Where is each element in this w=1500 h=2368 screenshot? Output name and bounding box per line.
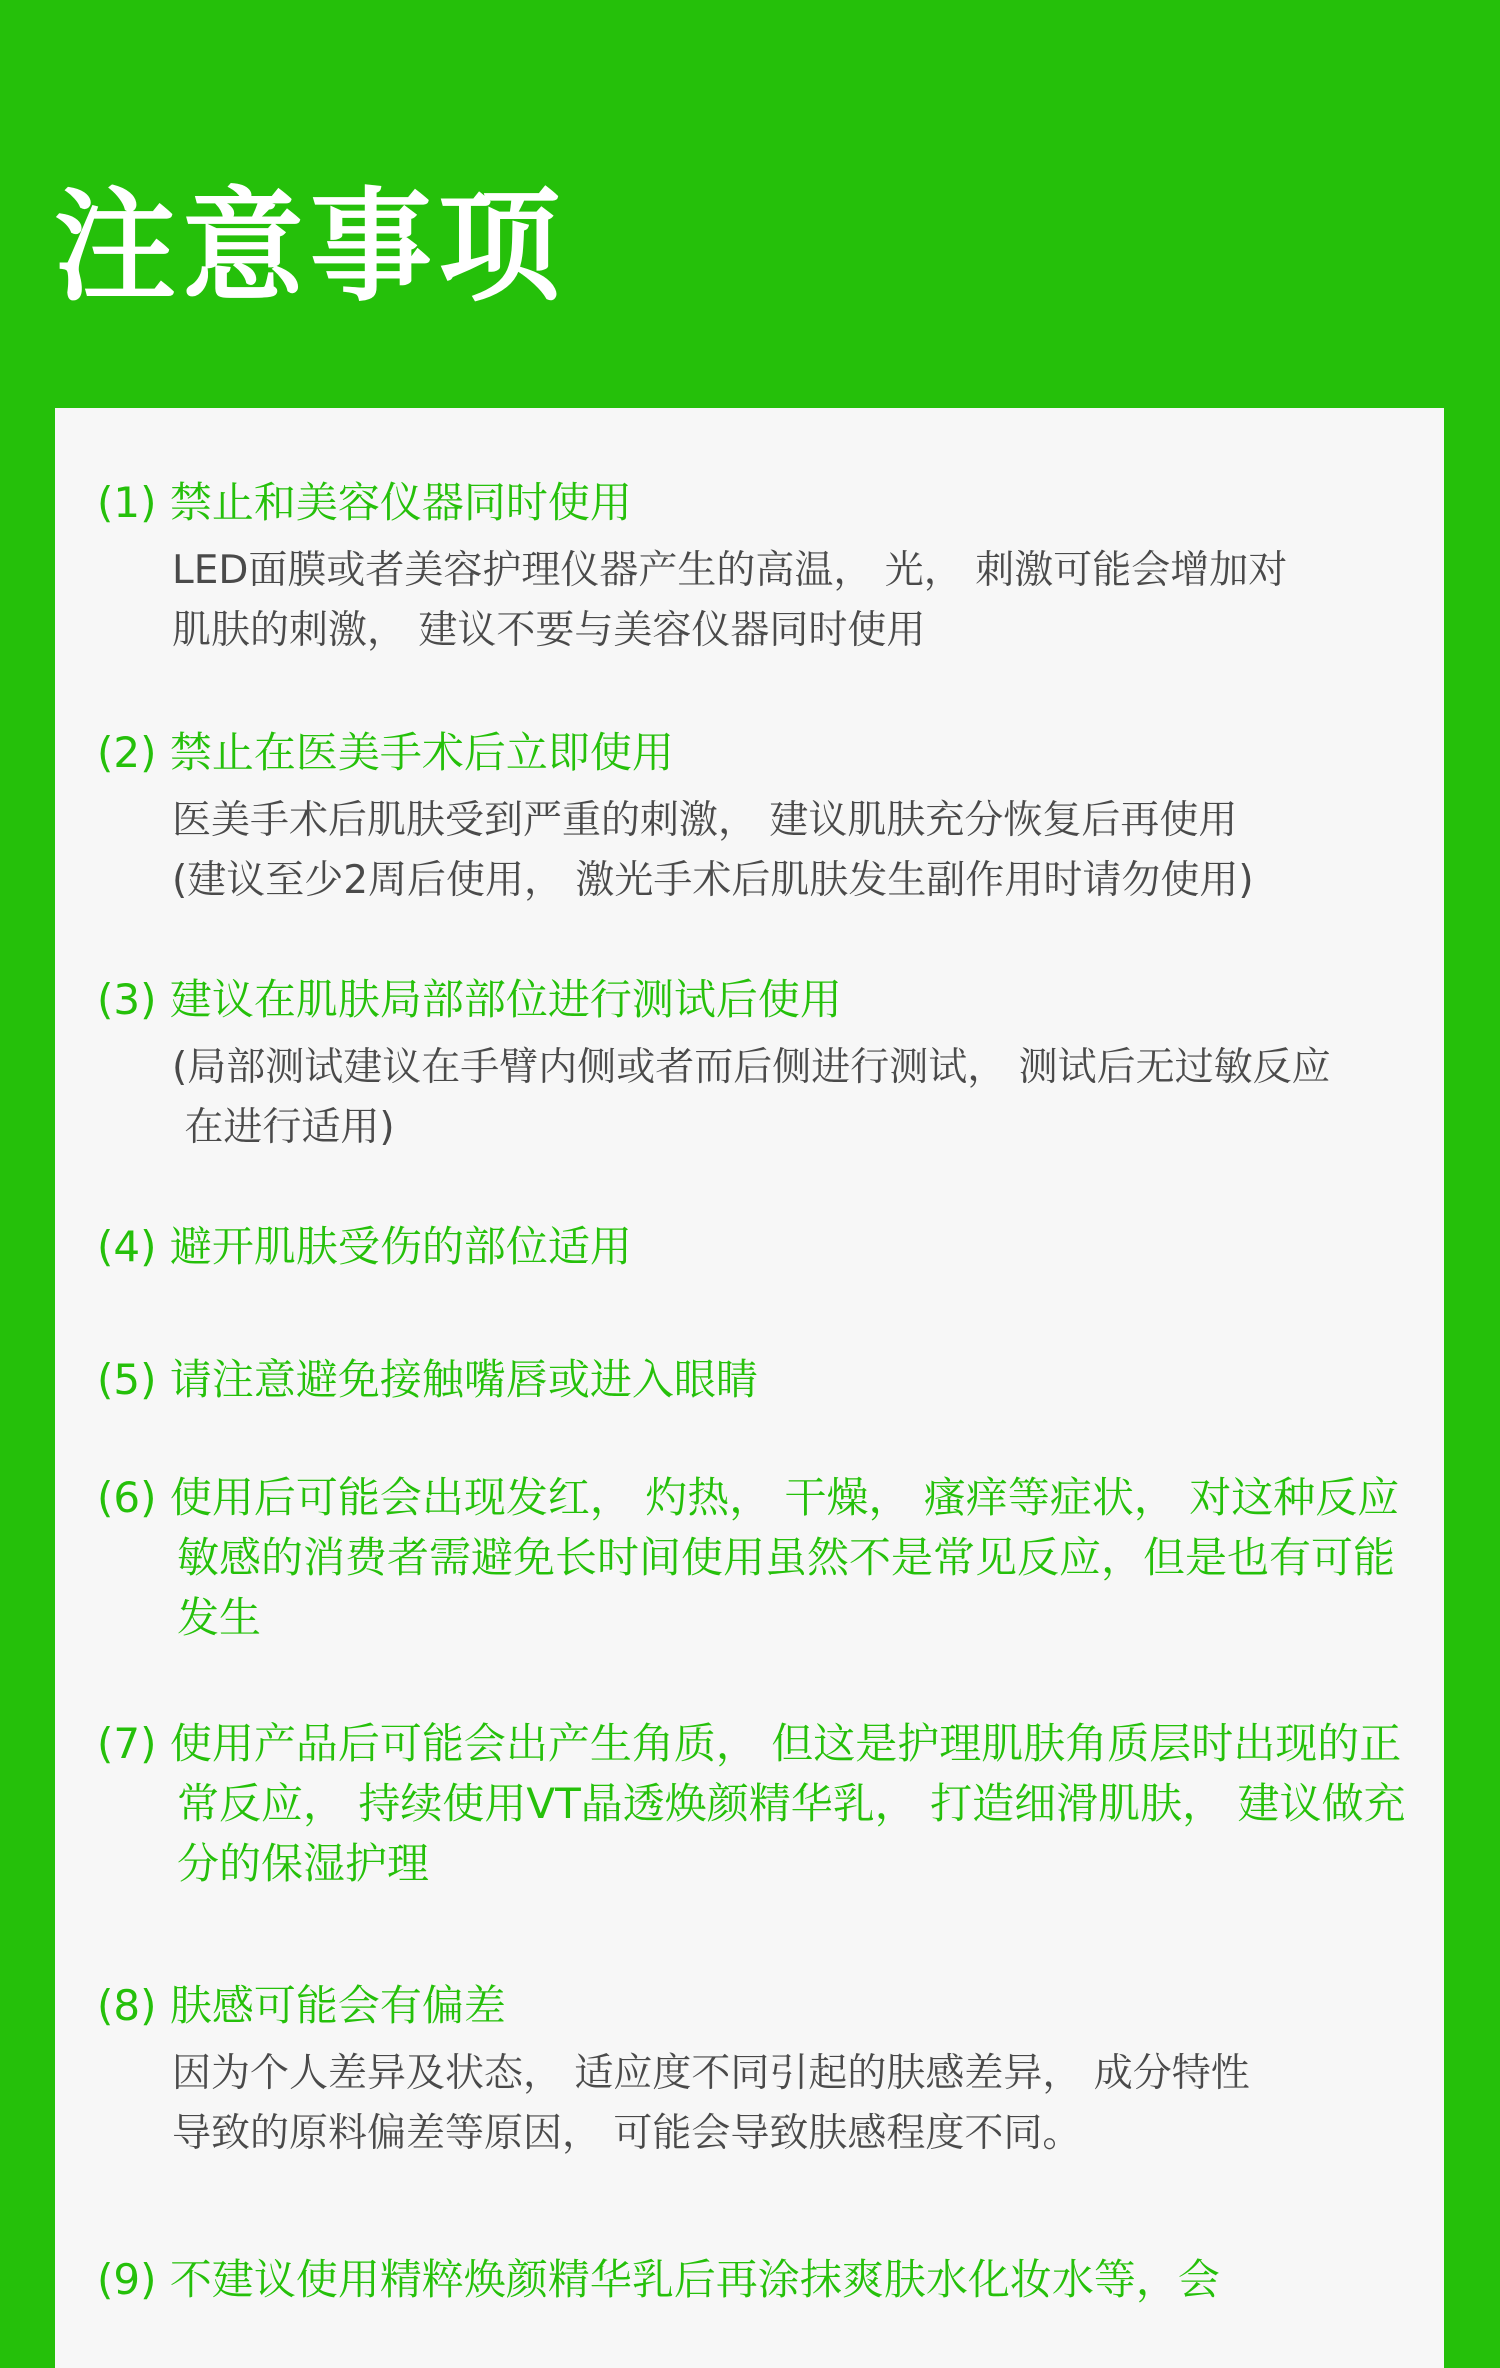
note-item-2 <box>97 723 1416 911</box>
note-body-line: (建议至少2周后使用， 激光手术后肌肤发生副作用时请勿使用) <box>172 858 1254 903</box>
note-body-line: 医美手术后肌肤受到严重的刺激， 建议肌肤充分恢复后再使用 <box>172 798 1238 843</box>
note-title: (5) 请注意避免接触嘴唇或进入眼睛 <box>97 1355 758 1404</box>
note-title: (3) 建议在肌肤局部部位进行测试后使用 <box>97 975 842 1024</box>
note-item-6 <box>97 1468 1416 1648</box>
note-body <box>97 541 1416 661</box>
note-item-1 <box>97 473 1416 661</box>
note-title: (2) 禁止在医美手术后立即使用 <box>97 728 674 777</box>
note-body-line: 在进行适用) <box>172 1105 395 1150</box>
note-title: (4) 避开肌肤受伤的部位适用 <box>97 1222 632 1271</box>
note-body-line: 因为个人差异及状态， 适应度不同引起的肤感差异， 成分特性 <box>172 2051 1250 2096</box>
note-title: (6) 使用后可能会出现发红， 灼热， 干燥， 瘙痒等症状， 对这种反应敏感的消费者需避免长时间使用虽然不是常见反应，但是也有可能发生 <box>97 1473 1400 1642</box>
note-item-4 <box>97 1217 1416 1277</box>
note-item-5 <box>97 1350 1416 1410</box>
note-item-7 <box>97 1714 1416 1894</box>
note-title: (1) 禁止和美容仪器同时使用 <box>97 478 632 527</box>
note-body-line: 肌肤的刺激， 建议不要与美容仪器同时使用 <box>172 608 926 653</box>
note-title: (7) 使用产品后可能会出产生角质， 但这是护理肌肤角质层时出现的正常反应， 持续使用VT晶透焕颜精华乳， 打造细滑肌肤， 建议做充分的保湿护理 <box>97 1719 1406 1888</box>
note-body-line: (局部测试建议在手臂内侧或者而后侧进行测试， 测试后无过敏反应 <box>172 1045 1331 1090</box>
note-body <box>97 2044 1416 2164</box>
note-item-8 <box>97 1976 1416 2164</box>
note-body-line: LED面膜或者美容护理仪器产生的高温， 光， 刺激可能会增加对 <box>172 548 1288 593</box>
page-title: 注意事项 <box>54 176 566 318</box>
notes-panel <box>55 408 1444 2368</box>
note-body <box>97 1038 1416 1158</box>
note-item-9 <box>97 2250 1416 2310</box>
note-title: (9) 不建议使用精粹焕颜精华乳后再涂抹爽肤水化妆水等，会 <box>97 2255 1220 2304</box>
note-title: (8) 肤感可能会有偏差 <box>97 1981 506 2030</box>
note-body <box>97 791 1416 911</box>
note-body-line: 导致的原料偏差等原因， 可能会导致肤感程度不同。 <box>172 2111 1082 2156</box>
note-item-3 <box>97 970 1416 1158</box>
